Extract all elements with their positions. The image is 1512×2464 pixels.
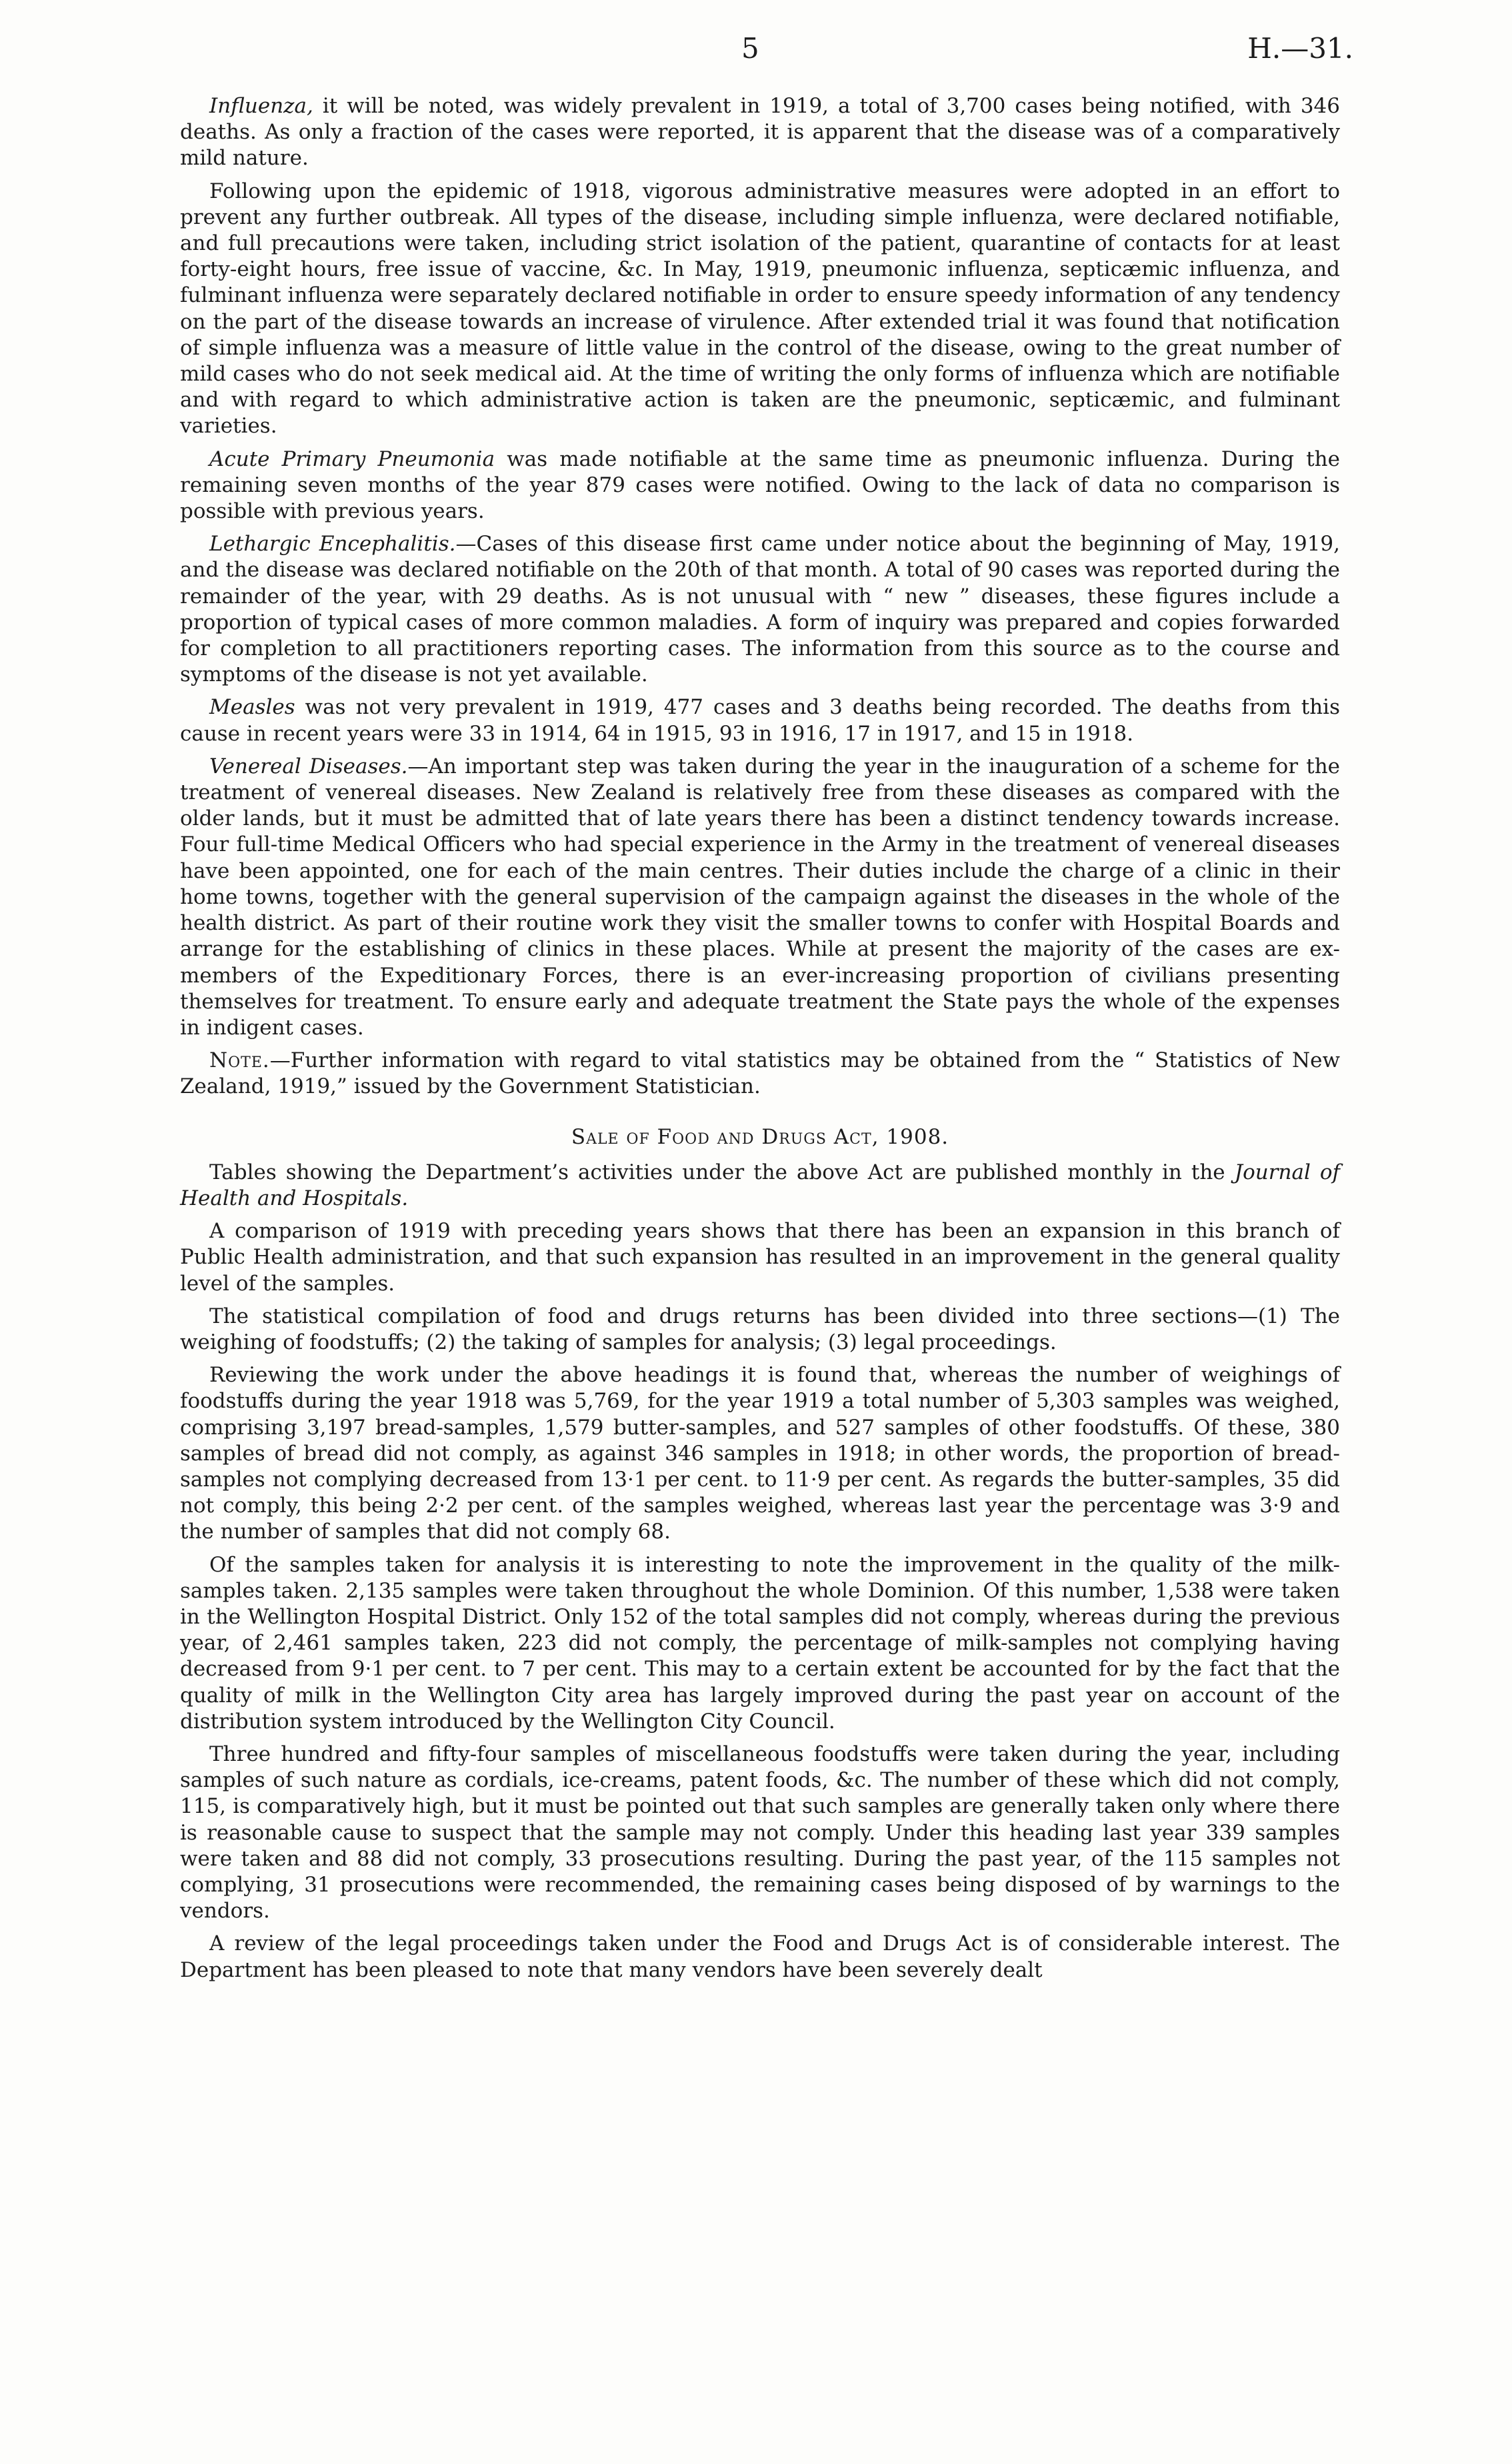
encephalitis-title: Lethargic Encephalitis.: [209, 532, 456, 557]
influenza-title: Influenza,: [209, 94, 313, 118]
measles-title: Measles: [209, 695, 295, 720]
paragraph-epidemic-measures: Following upon the epidemic of 1918, vigorous administrative measures were adopted in an effort to prevent any further outbreak. All types of the disease, including simple influenza, were declared notifiable, and full precautions were taken, including strict isolation of the patient, quarantine of contacts for at least forty-eight hours, free issue of vaccine, &c. In May, 1919, pneumonic influenza, septicæmic influenza, and fulminant influenza were separately declared notifiable in order to ensure speedy information of any tendency on the part of the disease towards an increase of virulence. After extended trial it was found that notification of simple influenza was a measure of little value in the control of the disease, owing to the great number of mild cases who do not seek medical aid. At the time of writing the only forms of influenza which are notifiable and with regard to which administrative action is taken are the pneumonic, septicæmic, and fulminant varieties.: [180, 179, 1340, 439]
paragraph-weighings: Reviewing the work under the above headings it is found that, whereas the number of weighings of foodstuffs during the year 1918 was 5,769, for the year 1919 a total number of 5,303 samples was weighed, comprising 3,197 bread-samples, 1,579 butter-samples, and 527 samples of other foodstuffs. Of these, 380 samples of bread did not comply, as against 346 samples in 1918; in other words, the proportion of bread-samples not complying decreased from 13·1 per cent. to 11·9 per cent. As regards the butter-samples, 35 did not comply, this being 2·2 per cent. of the samples weighed, whereas last year the percentage was 3·9 and the number of samples that did not comply 68.: [180, 1363, 1340, 1544]
paragraph-venereal: [180, 754, 1340, 1041]
page-number: 5: [741, 32, 759, 65]
section-heading: Sale of Food and Drugs Act, 1908.: [571, 1124, 949, 1149]
pneumonia-text: was made notifiable at the same time as pneumonic influenza. During the remaining seven months of the year 879 cases were notified. Owing to the lack of data no comparison is possible with previous years.: [180, 447, 1340, 524]
document-body: [180, 93, 1340, 1990]
venereal-title: Venereal Diseases.: [209, 754, 408, 778]
note-text: —Further information with regard to vital statistics may be obtained from the “ Statistics of New Zealand, 1919,” issued by the Government Statistician.: [180, 1048, 1340, 1099]
document-reference: H.—31.: [1247, 32, 1353, 65]
journal-title: Journal of Health and Hospitals.: [180, 1160, 1341, 1210]
pneumonia-title: Acute Primary Pneumonia: [209, 447, 495, 471]
paragraph-legal-review: A review of the legal proceedings taken under the Food and Drugs Act is of considerable interest. The Department has been pleased to note that many vendors have been severely dealt: [180, 1931, 1340, 1982]
tables-text: Tables showing the Department’s activities under the above Act are published monthly in the: [209, 1160, 1235, 1184]
paragraph-milk-samples: Of the samples taken for analysis it is interesting to note the improvement in the quality of the milk-samples taken. 2,135 samples were taken throughout the whole Dominion. Of this number, 1,538 were taken in the Wellington Hospital District. Only 152 of the total samples did not comply, whereas during the previous year, of 2,461 samples taken, 223 did not comply, the percentage of milk-samples not complying having decreased from 9·1 per cent. to 7 per cent. This may to a certain extent be accounted for by the fact that the quality of milk in the Wellington City area has largely improved during the past year on account of the distribution system introduced by the Wellington City Council.: [180, 1552, 1340, 1734]
encephalitis-text: —Cases of this disease first came under notice about the beginning of May, 1919, and the disease was declared notifiable on the 20th of that month. A total of 90 cases was reported during the remainder of the year, with 29 deaths. As is not unusual with “ new ” diseases, these figures include a proportion of typical cases of more common maladies. A form of inquiry was prepared and copies forwarded for completion to all practitioners reporting cases. The information from this source as to the course and symptoms of the disease is not yet available.: [180, 532, 1341, 687]
paragraph-pneumonia: [180, 447, 1340, 525]
measles-text: was not very prevalent in 1919, 477 cases and 3 deaths being recorded. The deaths from this cause in recent years were 33 in 1914, 64 in 1915, 93 in 1916, 17 in 1917, and 15 in 1918.: [180, 695, 1340, 746]
paragraph-miscellaneous: Three hundred and fifty-four samples of miscellaneous foodstuffs were taken during the year, including samples of such nature as cordials, ice-creams, patent foods, &c. The number of these which did not comply, 115, is comparatively high, but it must be pointed out that such samples are generally taken only where there is reasonable cause to suspect that the sample may not comply. Under this heading last year 339 samples were taken and 88 did not comply, 33 prosecutions resulting. During the past year, of the 115 samples not complying, 31 prosecutions were recommended, the remaining cases being disposed of by warnings to the vendors.: [180, 1742, 1340, 1923]
paragraph-compilation: The statistical compilation of food and drugs returns has been divided into three sections—(1) The weighing of foodstuffs; (2) the taking of samples for analysis; (3) legal proceedings.: [180, 1304, 1340, 1354]
note-label: Note.: [209, 1048, 270, 1073]
paragraph-tables: [180, 1160, 1340, 1212]
venereal-text: —An important step was taken during the year in the inauguration of a scheme for the treatment of venereal diseases. New Zealand is relatively free from these diseases as compared with the older lands, but it must be admitted that of late years there has been a distinct tendency towards increase. Four full-time Medical Officers who had special experience in the Army in the treatment of venereal diseases have been appointed, one for each of the main centres. Their duties include the charge of a clinic in their home towns, together with the general supervision of the campaign against the diseases in the whole of the health district. As part of their routine work they visit the smaller towns to confer with Hospital Boards and arrange for the establishing of clinics in these places. While at present the majority of the cases are ex-members of the Expeditionary Forces, there is an ever-increasing proportion of civilians presenting themselves for treatment. To ensure early and adequate treatment the State pays the whole of the expenses in indigent cases.: [180, 754, 1341, 1040]
paragraph-measles: [180, 694, 1340, 746]
paragraph-note: [180, 1048, 1340, 1100]
page-header: [0, 32, 1512, 79]
paragraph-influenza: [180, 93, 1340, 172]
influenza-text: it will be noted, was widely prevalent in 1919, a total of 3,700 cases being notified, with 346 deaths. As only a fraction of the cases were reported, it is apparent that the disease was of a comparatively mild nature.: [180, 94, 1340, 171]
paragraph-encephalitis: [180, 531, 1340, 688]
paragraph-comparison: A comparison of 1919 with preceding years shows that there has been an expansion in this branch of Public Health administration, and that such expansion has resulted in an improvement in the general quality level of the samples.: [180, 1219, 1340, 1296]
